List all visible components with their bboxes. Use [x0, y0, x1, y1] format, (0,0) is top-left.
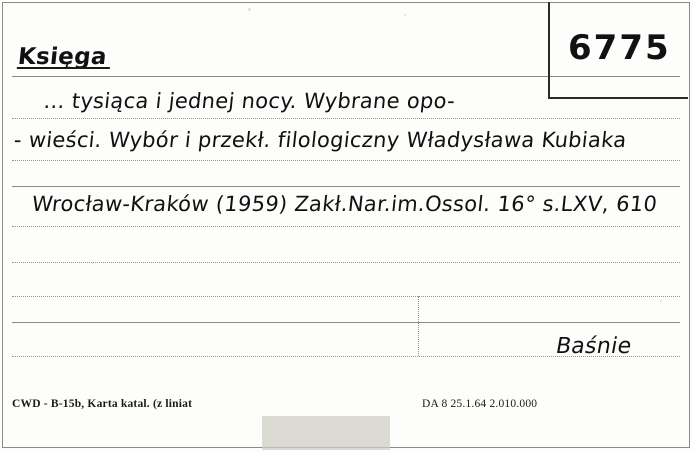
paper-speck	[248, 8, 251, 11]
rule-line-7	[12, 296, 680, 297]
call-number-box-vertical-line	[548, 2, 550, 99]
rule-line-3	[12, 160, 680, 161]
lower-divider	[418, 296, 419, 356]
rule-line-8	[12, 322, 680, 323]
paper-speck	[404, 14, 406, 16]
imprint-collation: Wrocław-Kraków (1959) Zakł.Nar.im.Ossol. 16° s.LXV, 610	[30, 192, 659, 216]
footer-form-code: CWD - B-15b, Karta katal. (z liniat	[12, 398, 193, 410]
title-continuation: ... tysiąca i jednej nocy. Wybrane opo-	[42, 89, 457, 113]
footer-print-run: DA 8 25.1.64 2.010.000	[422, 398, 538, 410]
rule-line-5	[12, 226, 680, 227]
rule-line-2	[12, 118, 680, 119]
subject-heading: Baśnie	[553, 334, 634, 359]
rule-line-4	[12, 186, 680, 187]
rule-line-6	[12, 262, 680, 263]
paper-speck	[660, 300, 662, 302]
statement-of-responsibility: - wieści. Wybór i przekł. filologiczny Władysława Kubiaka	[12, 128, 628, 152]
call-number: 6775	[568, 28, 671, 68]
paper-smudge	[262, 416, 390, 450]
top-edge-highlight	[0, 0, 694, 2]
paper-speck	[92, 262, 94, 264]
title-main: Księga	[16, 44, 109, 70]
rule-line-1	[12, 76, 680, 77]
call-number-box-horizontal-line	[548, 97, 688, 99]
